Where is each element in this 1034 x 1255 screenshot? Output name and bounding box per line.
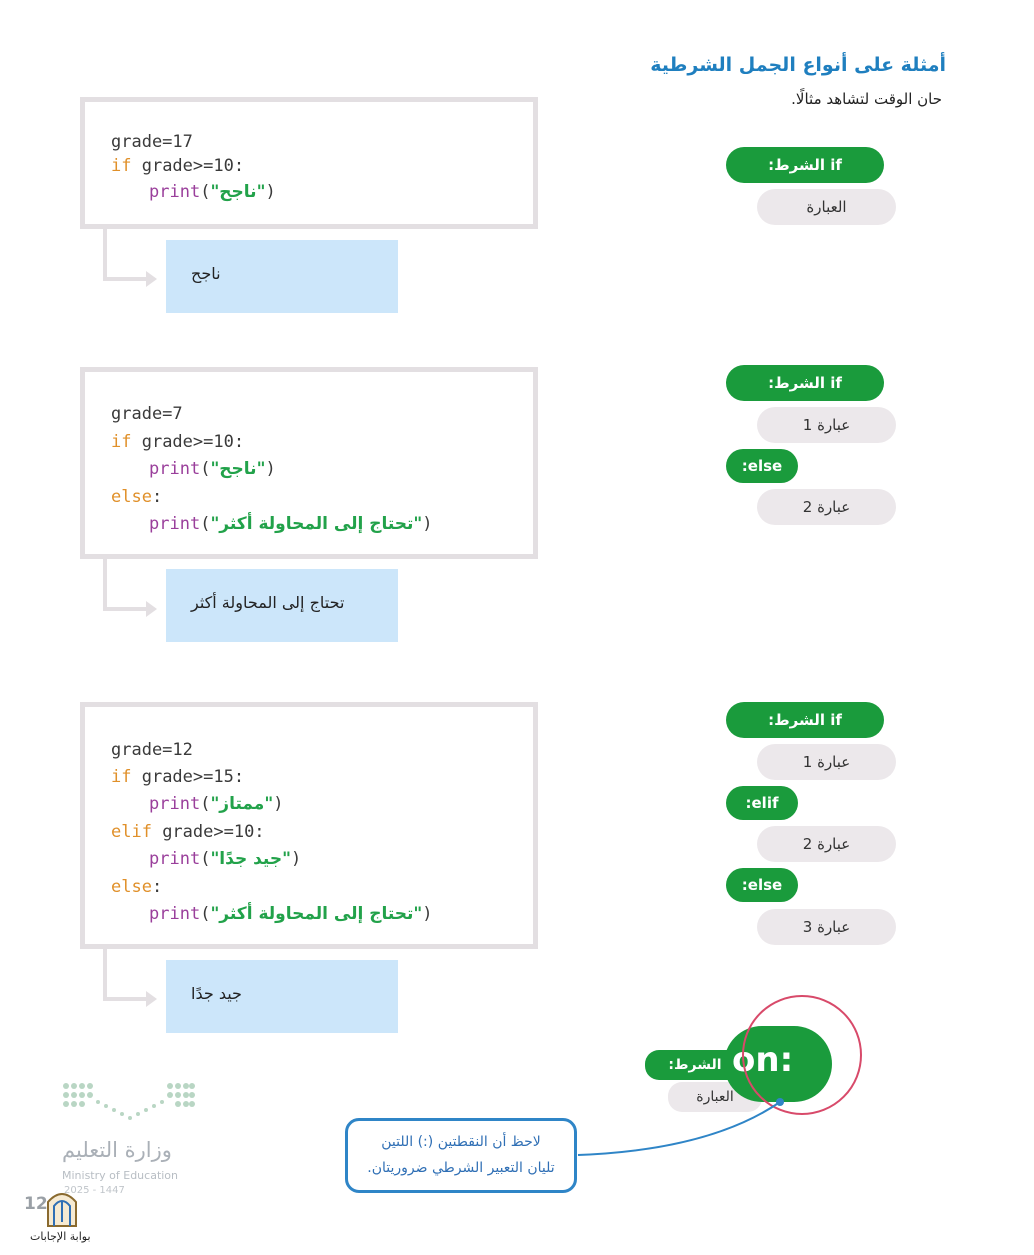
callout-line <box>578 1102 780 1155</box>
output-connector <box>103 559 107 611</box>
code-block-2 <box>80 367 538 559</box>
code-line: print("ناجح") <box>149 459 276 479</box>
output-connector <box>103 949 107 1001</box>
code-line: print("ممتاز") <box>149 794 284 814</box>
zoom-statement-pill: العبارة <box>668 1082 762 1112</box>
note-line: لاحظ أن النقطتين (:) اللتين <box>381 1134 541 1150</box>
page-subtitle: حان الوقت لتشاهد مثالًا. <box>791 90 942 108</box>
syntax-else-pill: else: <box>726 449 798 483</box>
zoom-colon-text: on: <box>732 1040 794 1080</box>
output-box-2 <box>166 569 398 642</box>
ministry-logo-dots <box>62 1080 196 1126</box>
output-text: جيد جدًا <box>191 984 242 1003</box>
code-line: if grade>=15: <box>111 767 245 787</box>
code-line: if grade>=10: <box>111 156 245 176</box>
code-block-1 <box>80 97 538 229</box>
syntax-elif-pill: elif: <box>726 786 798 820</box>
syntax-if-pill: if الشرط: <box>726 702 884 738</box>
magnifier-circle <box>743 996 861 1114</box>
syntax-if-pill: if الشرط: <box>726 365 884 401</box>
syntax-statement-pill: عبارة 2 <box>757 826 896 862</box>
code-line: grade=7 <box>111 404 183 424</box>
code-line: elif grade>=10: <box>111 822 265 842</box>
arrow-right-icon <box>146 271 157 287</box>
site-name: بوابة الإجابات <box>30 1230 91 1243</box>
ministry-name-en: Ministry of Education <box>62 1169 179 1182</box>
ministry-year: 2025 - 1447 <box>64 1185 125 1196</box>
output-connector <box>103 229 107 281</box>
syntax-statement-pill: عبارة 2 <box>757 489 896 525</box>
code-line: grade=12 <box>111 740 193 760</box>
output-box-1 <box>166 240 398 313</box>
code-line: print("تحتاج إلى المحاولة أكثر") <box>149 514 433 534</box>
arrow-right-icon <box>146 991 157 1007</box>
arrow-right-icon <box>146 601 157 617</box>
zoom-annotation-lines <box>560 990 870 1165</box>
note-line: تليان التعبير الشرطي ضروريتان. <box>367 1160 555 1176</box>
zoom-condition-pill: الشرط: <box>645 1050 745 1080</box>
syntax-else-pill: else: <box>726 868 798 902</box>
code-line: if grade>=10: <box>111 432 245 452</box>
output-box-3 <box>166 960 398 1033</box>
output-connector <box>103 607 151 611</box>
output-connector <box>103 997 151 1001</box>
site-logo-icon <box>44 1186 80 1228</box>
syntax-statement-pill: عبارة 1 <box>757 407 896 443</box>
code-line: else: <box>111 487 163 507</box>
callout-dot <box>776 1098 784 1106</box>
output-connector <box>103 277 151 281</box>
code-line: print("ناجح") <box>149 182 276 202</box>
syntax-if-pill: if الشرط: <box>726 147 884 183</box>
syntax-statement-pill: عبارة 3 <box>757 909 896 945</box>
code-block-3 <box>80 702 538 949</box>
page-title: أمثلة على أنواع الجمل الشرطية <box>650 54 946 76</box>
code-line: print("تحتاج إلى المحاولة أكثر") <box>149 904 433 924</box>
ministry-name-ar: وزارة التعليم <box>62 1138 172 1162</box>
syntax-statement-pill: عبارة 1 <box>757 744 896 780</box>
syntax-statement-pill: العبارة <box>757 189 896 225</box>
code-line: print("جيد جدًا") <box>149 849 302 869</box>
code-line: grade=17 <box>111 132 193 152</box>
page-number: 12 <box>24 1194 48 1214</box>
code-line: else: <box>111 877 163 897</box>
output-text: تحتاج إلى المحاولة أكثر <box>191 593 345 612</box>
note-callout <box>345 1118 577 1193</box>
output-text: ناجح <box>191 264 221 283</box>
